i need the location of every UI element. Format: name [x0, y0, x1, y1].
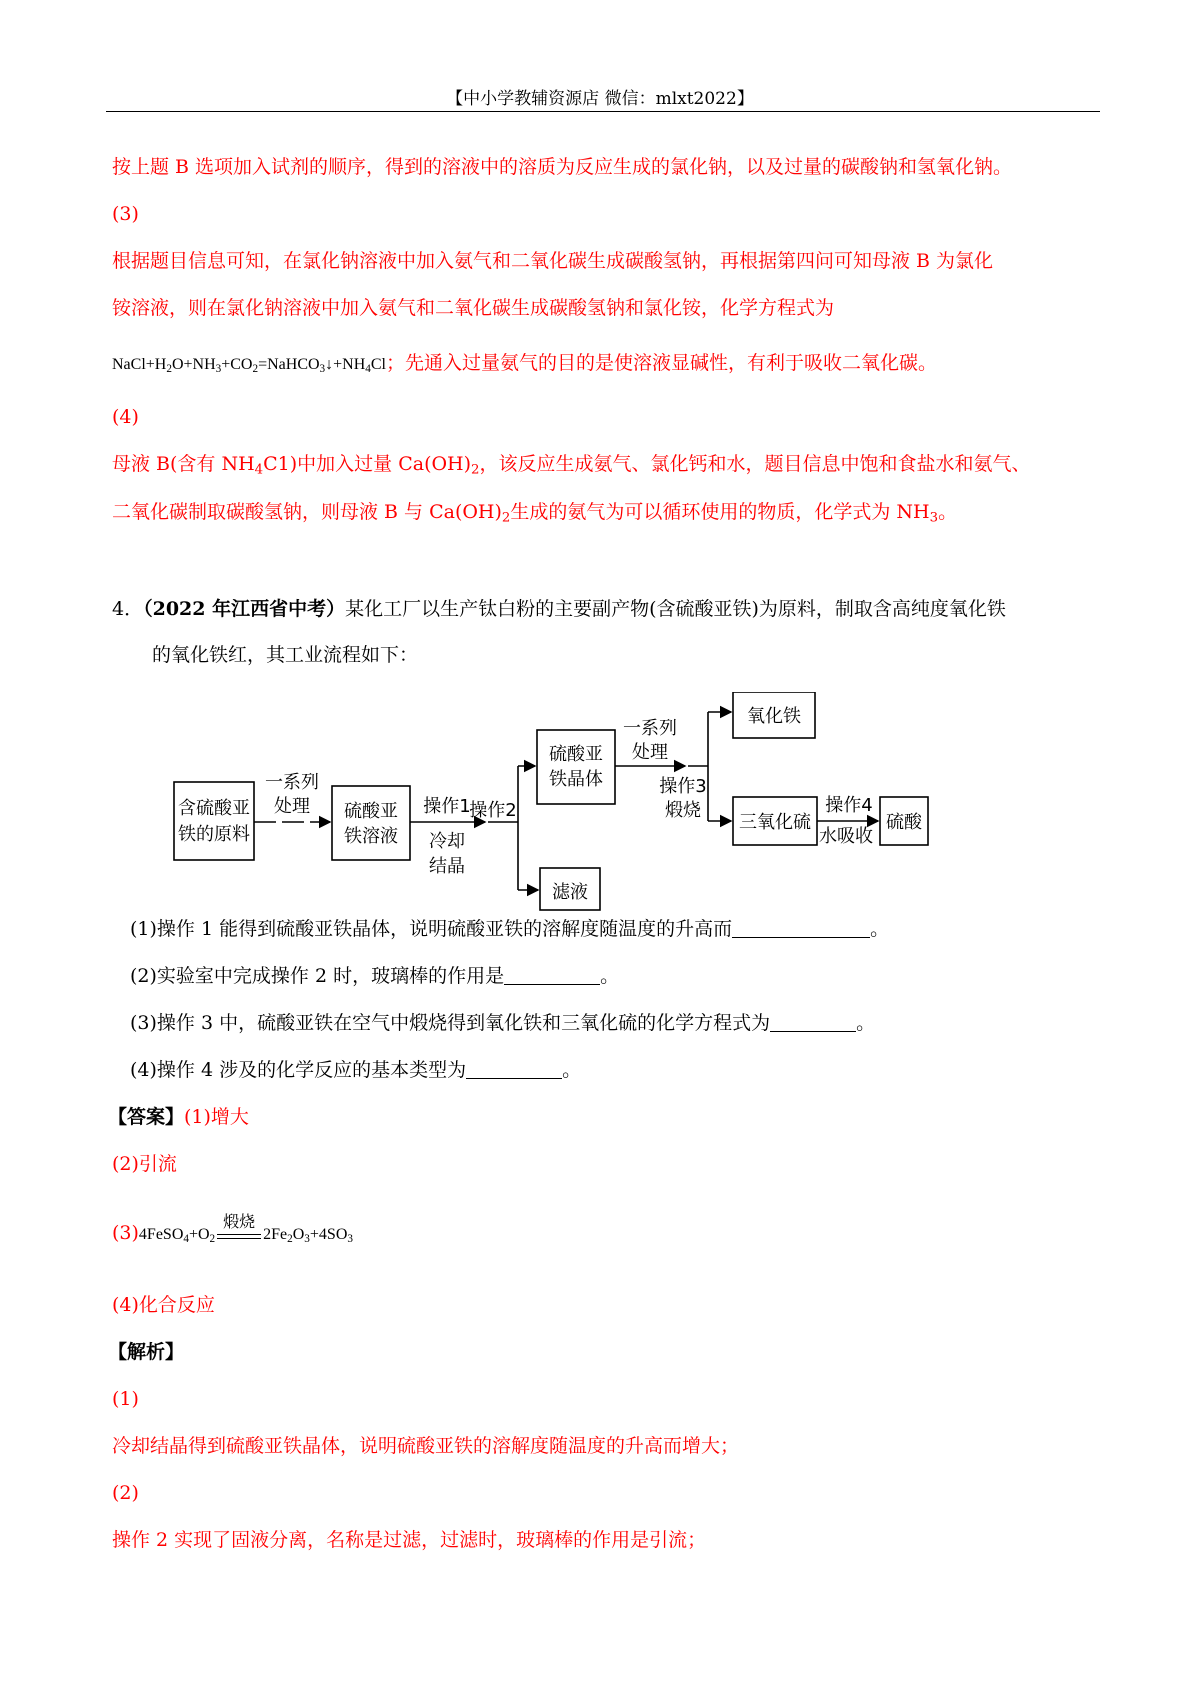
- flow-label: 结晶: [429, 856, 465, 877]
- sub-question: (1)操作 1 能得到硫酸亚铁晶体，说明硫酸亚铁的溶解度随温度的升高而 。: [130, 918, 890, 940]
- flow-label: 操作4: [825, 795, 873, 816]
- flow-label: 氧化铁: [747, 706, 801, 727]
- flow-label: 铁晶体: [549, 769, 603, 790]
- answer-line: $(3)4FeSO_4+O_2$ 煅烧 $2Fe_2O_3+4SO_3$: [112, 1212, 353, 1245]
- page-header: 【中小学教辅资源店 微信：mlxt2022】: [446, 89, 754, 109]
- answer-line: (2)引流: [112, 1153, 177, 1175]
- flow-label: 硫酸亚: [344, 801, 398, 822]
- analysis-label: 【解析】: [108, 1341, 185, 1363]
- text-line: (3): [112, 203, 139, 225]
- analysis-line: 冷却结晶得到硫酸亚铁晶体，说明硫酸亚铁的溶解度随温度的升高而增大；: [112, 1435, 740, 1457]
- chemical-equation: $NaCl+H_2O+NH_3+CO_2=NaHCO_3↓+NH_4Cl$: [112, 356, 386, 375]
- ferrous-sulfate-crystal-box: [537, 730, 615, 804]
- flow-label: 处理: [274, 796, 310, 817]
- flow-label: 操作3: [659, 776, 707, 797]
- analysis-line: (1): [112, 1388, 139, 1410]
- answer-blank: [466, 1059, 562, 1079]
- flow-label: 冷却: [429, 831, 465, 852]
- sub-question: (2)实验室中完成操作 2 时，玻璃棒的作用是 。: [130, 965, 620, 987]
- chemical-equation: $4FeSO_4+O_2$ 煅烧 $2Fe_2O_3+4SO_3$: [138, 1212, 353, 1245]
- flow-label: 铁溶液: [344, 826, 398, 847]
- flow-label: 处理: [632, 742, 668, 763]
- text-line: 铵溶液，则在氯化钠溶液中加入氨气和二氧化碳生成碳酸氢钠和氯化铵，化学方程式为: [112, 297, 835, 319]
- answer-blank: [504, 965, 600, 985]
- text-line: 二氧化碳制取碳酸氢钠，则母液 B 与 $Ca(OH)_2$生成的氨气为可以循环使用的物质，化学式为 $NH_3$。: [112, 501, 958, 526]
- flow-label: 硫酸亚: [549, 744, 603, 765]
- sub-question: (3)操作 3 中，硫酸亚铁在空气中煅烧得到氧化铁和三氧化硫的化学方程式为 。: [130, 1012, 876, 1034]
- flow-label: 含硫酸亚: [178, 798, 250, 819]
- sub-question: (4)操作 4 涉及的化学反应的基本类型为 。: [130, 1059, 582, 1081]
- text-line: (4): [112, 406, 139, 428]
- analysis-line: (2): [112, 1482, 139, 1504]
- analysis-line: 操作 2 实现了固液分离，名称是过滤，过滤时，玻璃棒的作用是引流；: [112, 1529, 707, 1551]
- answer-blank: [732, 918, 870, 938]
- header-rule: [106, 111, 1100, 112]
- flow-label: 操作2: [469, 800, 517, 821]
- answer-blank: [770, 1012, 856, 1032]
- flow-label: 操作1: [423, 796, 471, 817]
- flow-label: 煅烧: [665, 800, 701, 821]
- text-line: 母液 B(含有 $NH_4C1$)中加入过量 $Ca(OH)_2$，该反应生成氨气、氯化钙和水，题目信息中饱和食盐水和氨气、: [112, 453, 1031, 478]
- question-stem: 4．（2022 年江西省中考）某化工厂以生产钛白粉的主要副产物(含硫酸亚铁)为原料，制取含高纯度氧化铁: [112, 598, 1006, 620]
- flow-label: 硫酸: [886, 812, 922, 833]
- reaction-condition: 煅烧: [217, 1232, 261, 1239]
- flow-label: 滤液: [552, 882, 588, 903]
- raw-material-box: [174, 782, 254, 860]
- flow-label: 水吸收: [819, 826, 873, 847]
- text-line: 根据题目信息可知，在氯化钠溶液中加入氨气和二氧化碳生成碳酸氢钠，再根据第四问可知母液 B 为氯化: [112, 250, 994, 272]
- flow-label: 三氧化硫: [739, 812, 811, 833]
- process-flow-diagram: [170, 692, 940, 924]
- flow-label: 一系列: [265, 772, 319, 793]
- text-line: 按上题 B 选项加入试剂的顺序，得到的溶液中的溶质为反应生成的氯化钠，以及过量的碳酸钠和氢氧化钠。: [112, 156, 1013, 178]
- ferrous-sulfate-solution-box: [332, 786, 410, 860]
- answer-line: 【答案】(1)增大: [108, 1106, 249, 1128]
- answer-line: (4)化合反应: [112, 1294, 215, 1316]
- flow-label: 铁的原料: [178, 824, 250, 845]
- equation-line: $NaCl+H_2O+NH_3+CO_2=NaHCO_3↓+NH_4Cl$；先通入过量氨气的目的是使溶液显碱性，有利于吸收二氧化碳。: [112, 352, 938, 375]
- flow-label: 一系列: [623, 718, 677, 739]
- question-stem: 的氧化铁红，其工业流程如下：: [152, 644, 419, 666]
